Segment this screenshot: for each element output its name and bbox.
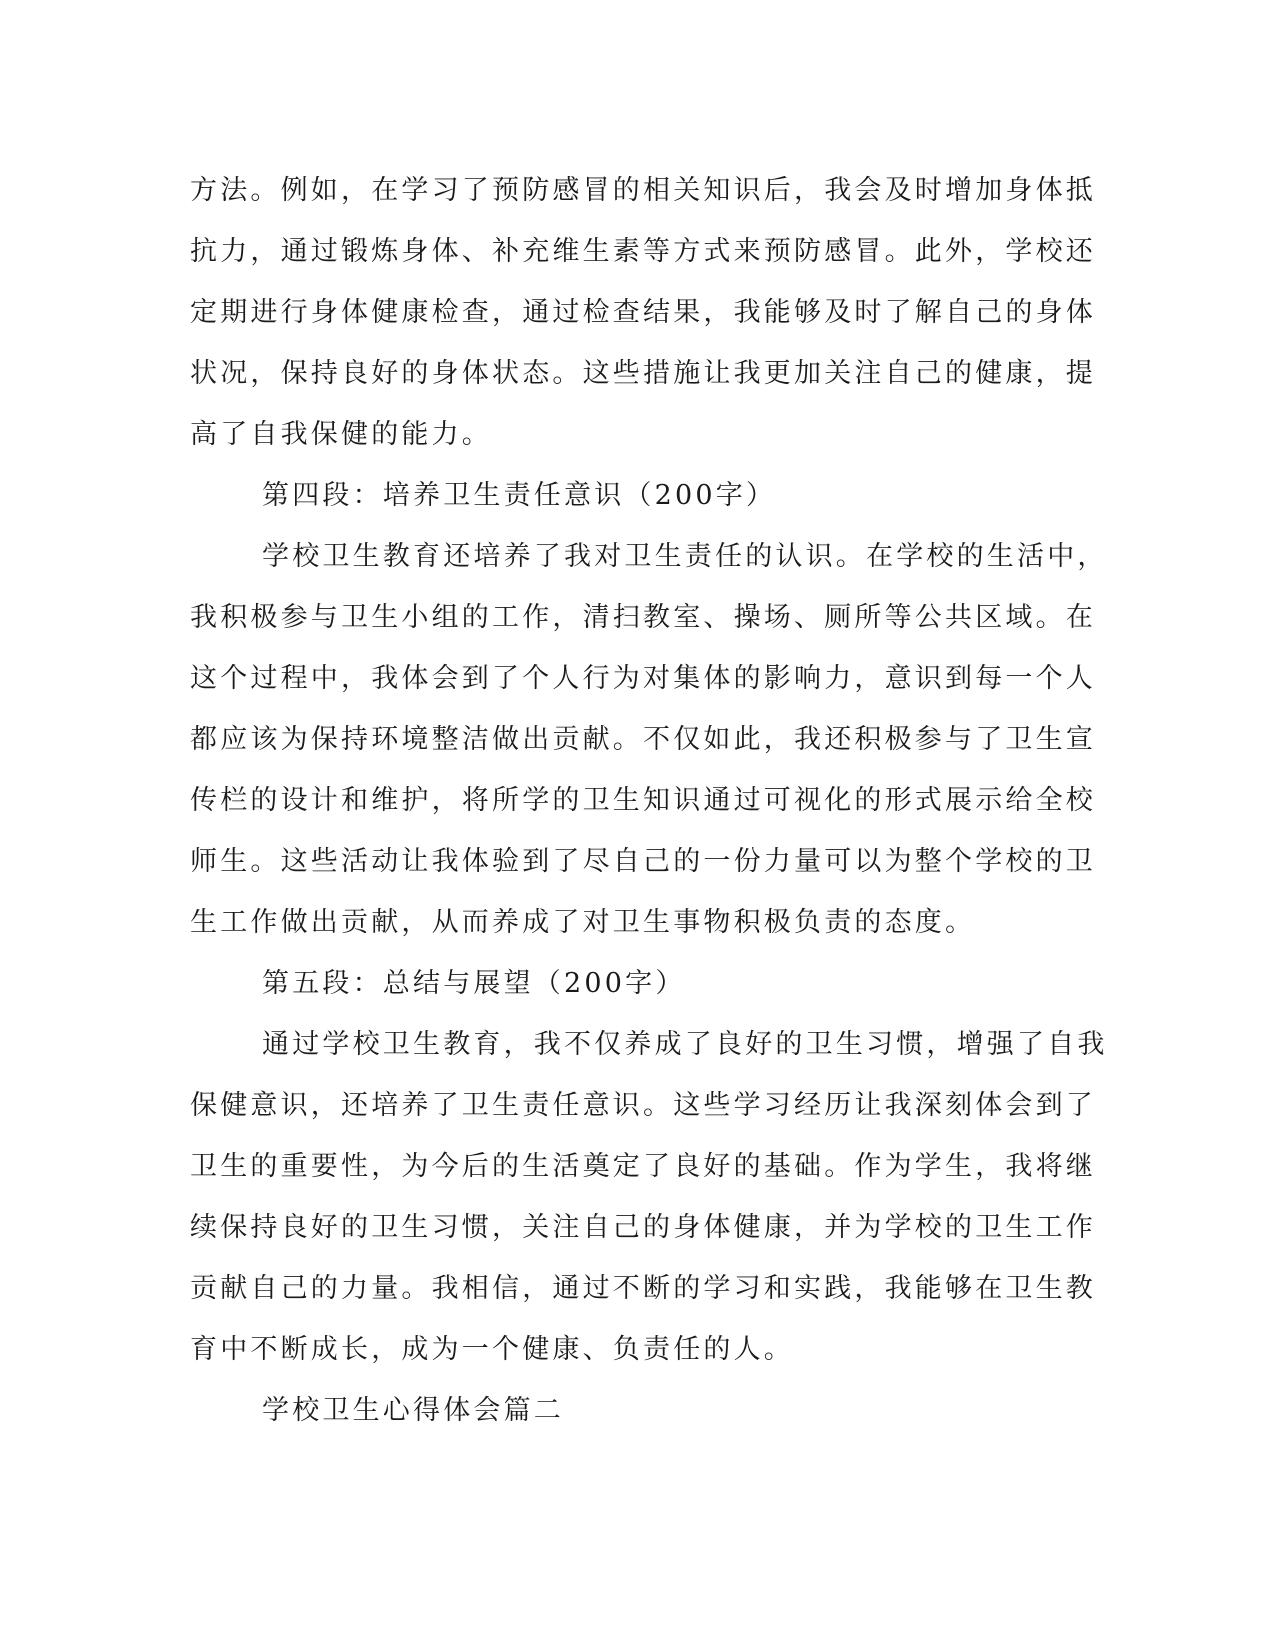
section-heading: 第四段：培养卫生责任意识（200字） [262,480,777,511]
text-line: 保健意识，还培养了卫生责任意识。这些学习经历让我深刻体会到了 [190,1090,1096,1121]
text-line: 学校卫生教育还培养了我对卫生责任的认识。在学校的生活中， [262,541,1108,572]
text-line: 生工作做出贡献，从而养成了对卫生事物积极负责的态度。 [190,907,976,938]
text-line: 贡献自己的力量。我相信，通过不断的学习和实践，我能够在卫生教 [190,1273,1096,1304]
text-line: 育中不断成长，成为一个健康、负责任的人。 [190,1334,794,1365]
text-line: 师生。这些活动让我体验到了尽自己的一份力量可以为整个学校的卫 [190,846,1096,877]
text-line: 状况，保持良好的身体状态。这些措施让我更加关注自己的健康，提 [190,358,1096,389]
text-line: 续保持良好的卫生习惯，关注自己的身体健康，并为学校的卫生工作 [190,1212,1096,1243]
section-heading: 第五段：总结与展望（200字） [262,968,686,999]
text-line: 我积极参与卫生小组的工作，清扫教室、操场、厕所等公共区域。在 [190,602,1096,633]
text-line: 方法。例如，在学习了预防感冒的相关知识后，我会及时增加身体抵 [190,175,1096,206]
section-heading: 学校卫生心得体会篇二 [262,1395,564,1426]
text-line: 这个过程中，我体会到了个人行为对集体的影响力，意识到每一个人 [190,663,1096,694]
text-line: 通过学校卫生教育，我不仅养成了良好的卫生习惯，增强了自我 [262,1029,1108,1060]
text-line: 高了自我保健的能力。 [190,419,492,450]
text-line: 都应该为保持环境整洁做出贡献。不仅如此，我还积极参与了卫生宣 [190,724,1096,755]
text-line: 卫生的重要性，为今后的生活奠定了良好的基础。作为学生，我将继 [190,1151,1096,1182]
text-line: 抗力，通过锻炼身体、补充维生素等方式来预防感冒。此外，学校还 [190,236,1096,267]
document-body [190,160,1108,1441]
text-line: 传栏的设计和维护，将所学的卫生知识通过可视化的形式展示给全校 [190,785,1096,816]
text-line: 定期进行身体健康检查，通过检查结果，我能够及时了解自己的身体 [190,297,1096,328]
